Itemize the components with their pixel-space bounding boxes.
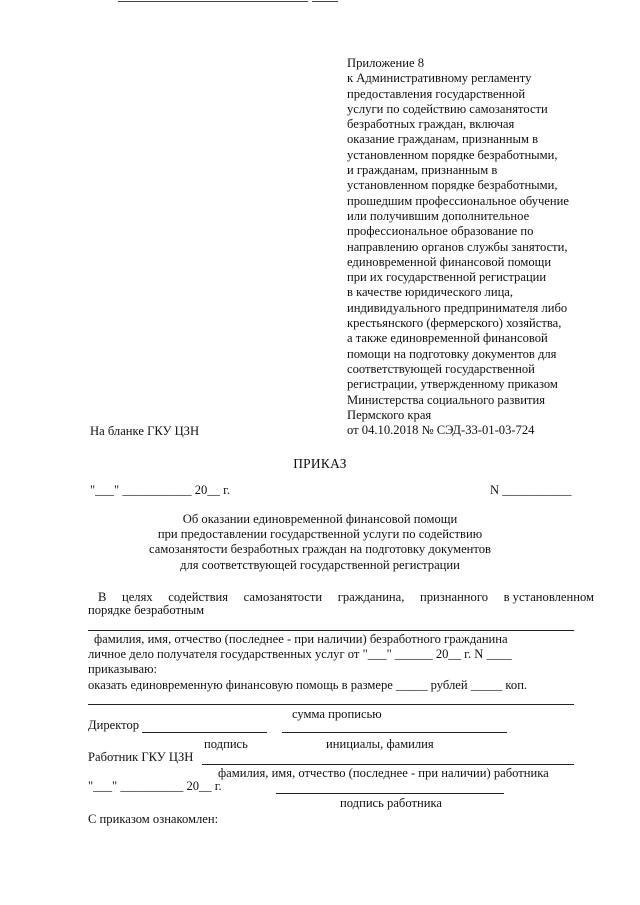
appendix-line: предоставления государственной bbox=[347, 86, 526, 101]
purpose-line-2: порядке безработным bbox=[88, 603, 205, 617]
amount-line bbox=[88, 704, 574, 705]
appendix-line: крестьянского (фермерского) хозяйства, bbox=[347, 316, 562, 331]
appendix-line: при их государственной регистрации bbox=[347, 270, 547, 285]
subject-line: Об оказании единовременной финансовой помощи bbox=[182, 512, 458, 526]
purpose-word: в установленном bbox=[503, 590, 594, 604]
letterhead: На бланке ГКУ ЦЗН bbox=[90, 424, 200, 438]
appendix-line: соответствующей государственной bbox=[347, 361, 535, 376]
appendix-line: профессиональное образование по bbox=[347, 224, 534, 239]
appendix-line: в качестве юридического лица, bbox=[347, 285, 514, 300]
appendix-line: Приложение 8 bbox=[347, 56, 425, 70]
appendix-line: к Административному регламенту bbox=[347, 71, 532, 86]
appendix-block bbox=[347, 56, 607, 438]
purpose-word: гражданина, bbox=[337, 590, 405, 604]
top-edge-line-right bbox=[312, 1, 338, 2]
appendix-line: услуги по содействию самозанятости bbox=[347, 101, 548, 116]
purpose-word: самозанятости bbox=[243, 590, 323, 604]
director-label: Директор bbox=[88, 718, 140, 732]
amount-caption: сумма прописью bbox=[292, 707, 382, 721]
grant-line: оказать единовременную финансовую помощь в размере _____ рублей _____ коп. bbox=[88, 678, 528, 692]
appendix-line: и гражданам, признанным в bbox=[347, 163, 498, 178]
appendix-line: помощи на подготовку документов для bbox=[347, 346, 557, 361]
purpose-word: признанного bbox=[419, 590, 488, 604]
citizen-name-caption: фамилия, имя, отчество (последнее - при наличии) безработного гражданина bbox=[94, 632, 508, 646]
subject-line: при предоставлении государственной услуги по содействию bbox=[157, 527, 483, 542]
purpose-word: содействия bbox=[168, 590, 229, 604]
appendix-line: установленном порядке безработными, bbox=[347, 178, 558, 193]
appendix-line: безработных граждан, включая bbox=[347, 117, 515, 132]
appendix-line: направлению органов службы занятости, bbox=[347, 239, 568, 254]
order-subject bbox=[0, 512, 640, 573]
appendix-line: установленном порядке безработными, bbox=[347, 147, 558, 162]
case-file-line: личное дело получателя государственных услуг от "___" ______ 20__ г. N ____ bbox=[88, 647, 512, 661]
top-edge-line-left bbox=[118, 1, 308, 2]
signature-caption: подпись bbox=[204, 737, 248, 751]
appendix-line: Пермского края bbox=[347, 407, 432, 422]
employee-signature-caption: подпись работника bbox=[340, 796, 442, 810]
order-word: приказываю: bbox=[88, 662, 158, 676]
director-signature-line bbox=[142, 732, 267, 733]
employee-signature-line bbox=[276, 793, 504, 794]
citizen-name-line bbox=[88, 630, 574, 631]
subject-line: для соответствующей государственной регистрации bbox=[180, 557, 460, 572]
appendix-line: оказание гражданам, признанным в bbox=[347, 132, 539, 147]
appendix-line: или получившим дополнительное bbox=[347, 208, 530, 223]
appendix-line: Министерства социального развития bbox=[347, 392, 546, 407]
appendix-line: регистрации, утвержденному приказом bbox=[347, 377, 558, 392]
purpose-word: целях bbox=[121, 590, 153, 604]
appendix-line: от 04.10.2018 № СЭД-33-01-03-724 bbox=[347, 423, 535, 438]
signature-date: "___" __________ 20__ г. bbox=[88, 779, 222, 793]
appendix-line: индивидуального предпринимателя либо bbox=[347, 300, 568, 315]
order-date: "___" ___________ 20__ г. bbox=[90, 483, 230, 497]
subject-line: самозанятости безработных граждан на подготовку документов bbox=[149, 542, 491, 557]
document-title: ПРИКАЗ bbox=[293, 456, 347, 471]
employee-name-caption: фамилия, имя, отчество (последнее - при наличии) работника bbox=[218, 766, 549, 780]
employee-label: Работник ГКУ ЦЗН bbox=[88, 750, 194, 764]
initials-caption: инициалы, фамилия bbox=[326, 737, 434, 751]
acknowledged-label: С приказом ознакомлен: bbox=[88, 812, 219, 826]
purpose-word: В bbox=[98, 590, 107, 604]
appendix-line: прошедшим профессиональное обучение bbox=[347, 193, 569, 208]
appendix-line: а также единовременной финансовой bbox=[347, 331, 548, 346]
employee-name-line bbox=[202, 764, 574, 765]
director-name-line bbox=[282, 732, 507, 733]
order-number: N ___________ bbox=[490, 483, 572, 497]
appendix-line: единовременной финансовой помощи bbox=[347, 254, 552, 269]
